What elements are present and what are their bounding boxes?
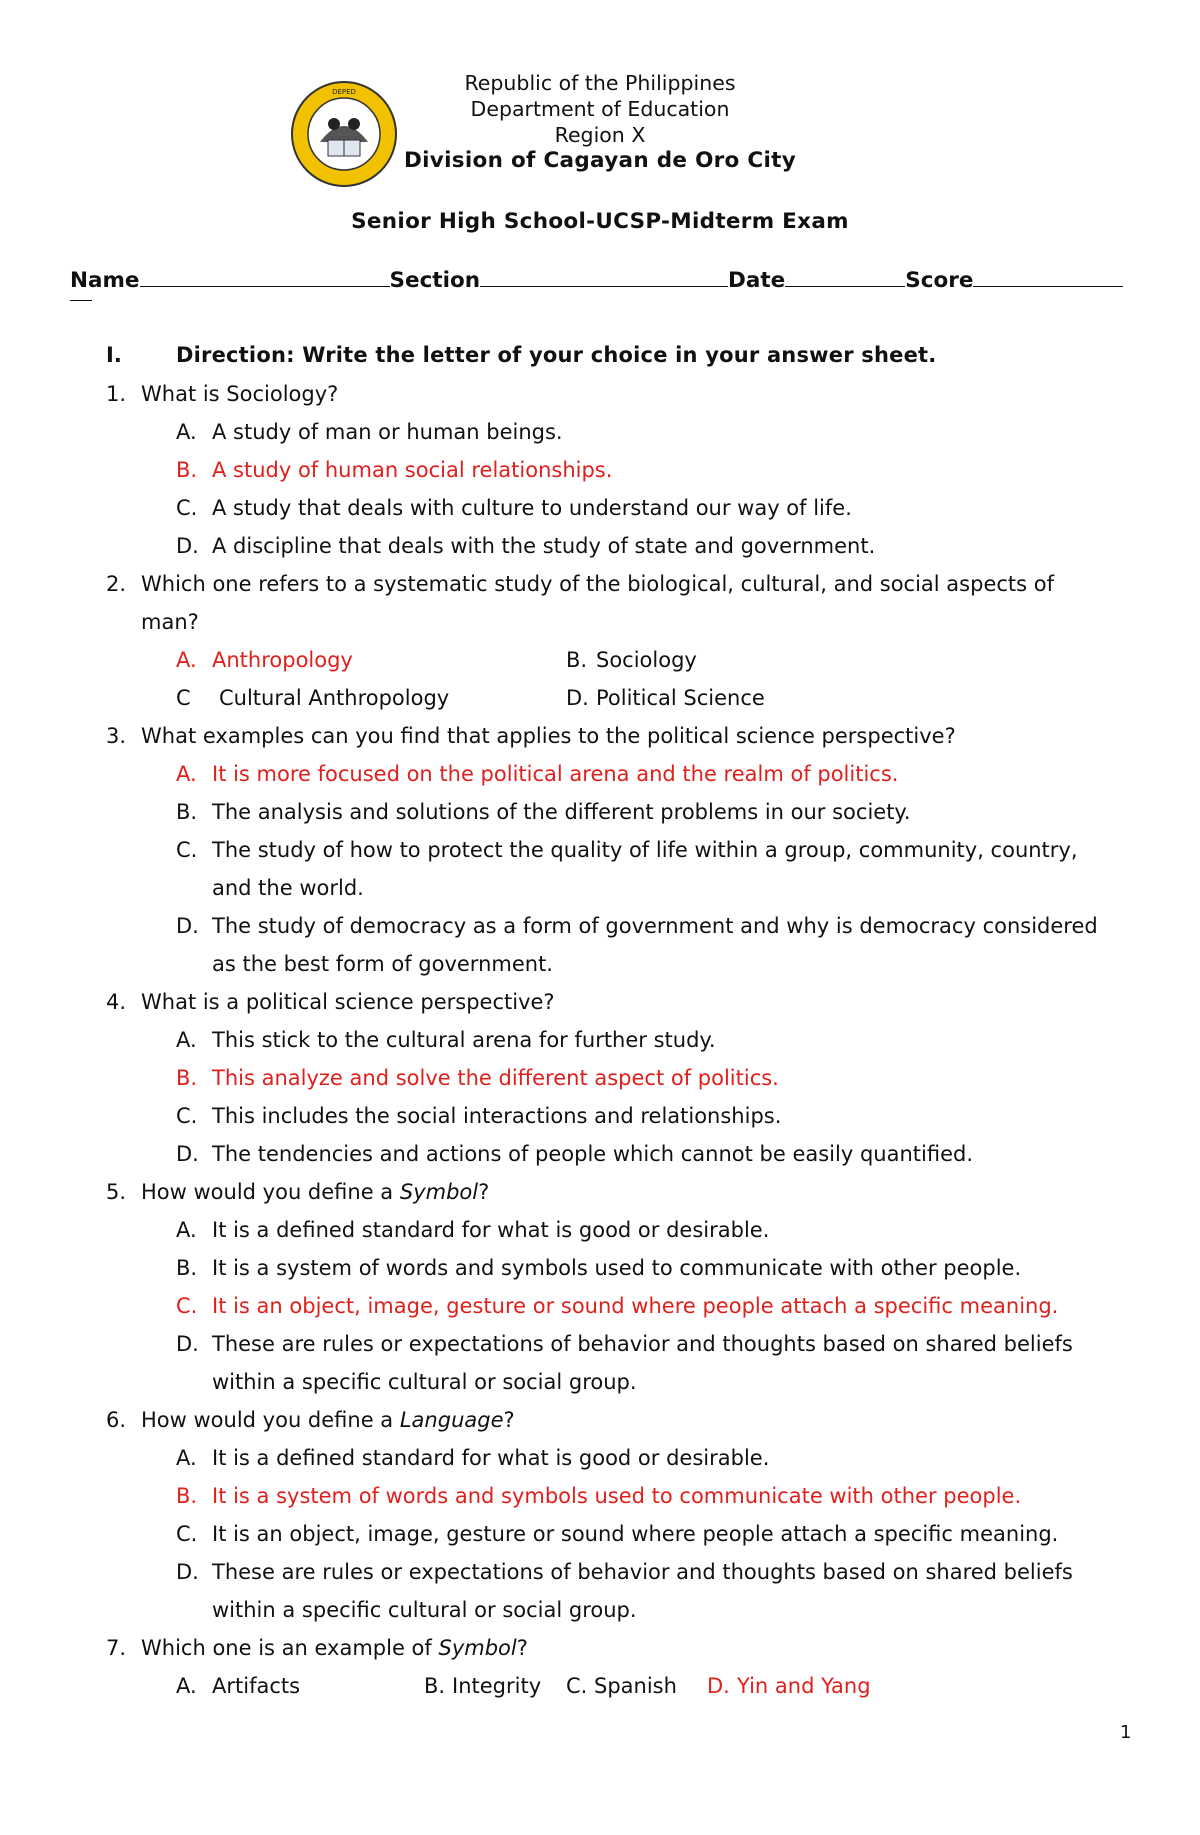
question-5-text-before: How would you define a [141,1180,400,1204]
header-department: Department of Education [470,97,730,121]
q7-option-a-letter: A. [176,1674,197,1698]
q2-option-c: Cultural Anthropology [219,686,450,710]
q3-option-a-letter: A. [176,762,197,786]
q1-option-a: A study of man or human beings. [212,420,563,444]
score-blank[interactable] [973,266,1123,287]
q6-option-d-letter: D. [176,1560,199,1584]
score-blank-overflow [70,300,92,301]
q1-option-d-letter: D. [176,534,199,558]
q4-option-c: This includes the social interactions and relationships. [212,1104,782,1128]
question-7-number: 7. [106,1636,127,1660]
q1-option-b-letter: B. [176,458,198,482]
question-5-text-italic: Symbol [399,1180,479,1204]
header-division: Division of Cagayan de Oro City [403,148,797,173]
q5-option-d-letter: D. [176,1332,199,1356]
header-region: Region X [554,123,646,147]
q2-option-a-letter: A. [176,648,197,672]
q5-option-c-answer: It is an object, image, gesture or sound where people attach a specific meaning. [212,1294,1059,1318]
q7-option-b-letter: B. [424,1674,446,1698]
q3-option-c-line1: The study of how to protect the quality of life within a group, community, country, [212,838,1078,862]
question-5-number: 5. [106,1180,127,1204]
question-5-text [141,1179,489,1205]
q7-option-c: Spanish [594,1674,677,1698]
date-label: Date [728,268,786,293]
question-4-number: 4. [106,990,127,1014]
q4-option-d: The tendencies and actions of people which cannot be easily quantified. [212,1142,973,1166]
q3-option-d-line1: The study of democracy as a form of government and why is democracy considered [212,914,1098,938]
q3-option-a-answer: It is more focused on the political arena and the realm of politics. [212,762,899,786]
question-4-text: What is a political science perspective? [141,990,555,1014]
q2-option-d: Political Science [596,686,765,710]
q1-option-c: A study that deals with culture to understand our way of life. [212,496,852,520]
q4-option-a-letter: A. [176,1028,197,1052]
q3-option-c-line2: and the world. [212,876,364,900]
question-6-text [141,1407,515,1433]
q6-option-b-answer: It is a system of words and symbols used to communicate with other people. [212,1484,1022,1508]
q5-option-a-letter: A. [176,1218,197,1242]
q7-option-a: Artifacts [212,1674,301,1698]
name-blank[interactable] [140,266,390,287]
q6-option-a-letter: A. [176,1446,197,1470]
question-2-number: 2. [106,572,127,596]
q3-option-d-line2: as the best form of government. [212,952,553,976]
q1-option-c-letter: C. [176,496,198,520]
q4-option-b-letter: B. [176,1066,198,1090]
q2-option-d-letter: D. [566,686,589,710]
q3-option-c-letter: C. [176,838,198,862]
q6-option-c: It is an object, image, gesture or sound where people attach a specific meaning. [212,1522,1059,1546]
question-6-number: 6. [106,1408,127,1432]
q5-option-a: It is a defined standard for what is good or desirable. [212,1218,770,1242]
part-direction: Direction: Write the letter of your choice in your answer sheet. [176,343,937,367]
question-7-text-after: ? [516,1636,528,1660]
q6-option-c-letter: C. [176,1522,198,1546]
question-5-text-after: ? [478,1180,490,1204]
q3-option-d-letter: D. [176,914,199,938]
q2-option-b-letter: B. [566,648,588,672]
q6-option-b-letter: B. [176,1484,198,1508]
q7-option-d-letter: D. [707,1674,730,1698]
q1-option-b-answer: A study of human social relationships. [212,458,613,482]
q5-option-d-line2: within a specific cultural or social group. [212,1370,637,1394]
student-info-fields [70,266,1123,293]
q4-option-a: This stick to the cultural arena for further study. [212,1028,716,1052]
question-2-text-line2: man? [141,610,199,634]
page-number: 1 [1120,1722,1132,1743]
svg-text:DEPED: DEPED [332,88,356,96]
q3-option-b-letter: B. [176,800,198,824]
question-3-number: 3. [106,724,127,748]
section-label: Section [389,268,481,293]
header-republic: Republic of the Philippines [464,71,736,95]
question-7-text [141,1635,528,1661]
question-2-text-line1: Which one refers to a systematic study of the biological, cultural, and social aspects of [141,572,1055,596]
section-blank[interactable] [480,266,728,287]
q5-option-b: It is a system of words and symbols used to communicate with other people. [212,1256,1022,1280]
question-6-text-italic: Language [399,1408,504,1432]
part-numeral: I. [106,343,122,367]
q4-option-d-letter: D. [176,1142,199,1166]
score-label: Score [905,268,974,293]
question-1-text: What is Sociology? [141,382,339,406]
q7-option-b: Integrity [452,1674,542,1698]
q1-option-a-letter: A. [176,420,197,444]
q4-option-b-answer: This analyze and solve the different aspect of politics. [212,1066,779,1090]
name-label: Name [70,268,140,293]
question-6-text-before: How would you define a [141,1408,400,1432]
exam-title: Senior High School-UCSP-Midterm Exam [351,209,849,234]
question-1-number: 1. [106,382,127,406]
q7-option-d-answer: Yin and Yang [737,1674,871,1698]
question-6-text-after: ? [503,1408,515,1432]
q5-option-c-letter: C. [176,1294,198,1318]
q5-option-b-letter: B. [176,1256,198,1280]
q7-option-c-letter: C. [566,1674,588,1698]
q2-option-a-answer: Anthropology [212,648,353,672]
question-7-text-before: Which one is an example of [141,1636,439,1660]
question-3-text: What examples can you find that applies to the political science perspective? [141,724,956,748]
q4-option-c-letter: C. [176,1104,198,1128]
q6-option-d-line2: within a specific cultural or social group. [212,1598,637,1622]
q6-option-d-line1: These are rules or expectations of behavior and thoughts based on shared beliefs [212,1560,1073,1584]
q5-option-d-line1: These are rules or expectations of behavior and thoughts based on shared beliefs [212,1332,1073,1356]
q3-option-b: The analysis and solutions of the different problems in our society. [212,800,911,824]
q2-option-c-letter: C [176,686,191,710]
question-7-text-italic: Symbol [438,1636,517,1660]
q2-option-b: Sociology [596,648,697,672]
date-blank[interactable] [785,266,905,287]
q1-option-d: A discipline that deals with the study of state and government. [212,534,876,558]
q6-option-a: It is a defined standard for what is good or desirable. [212,1446,770,1470]
